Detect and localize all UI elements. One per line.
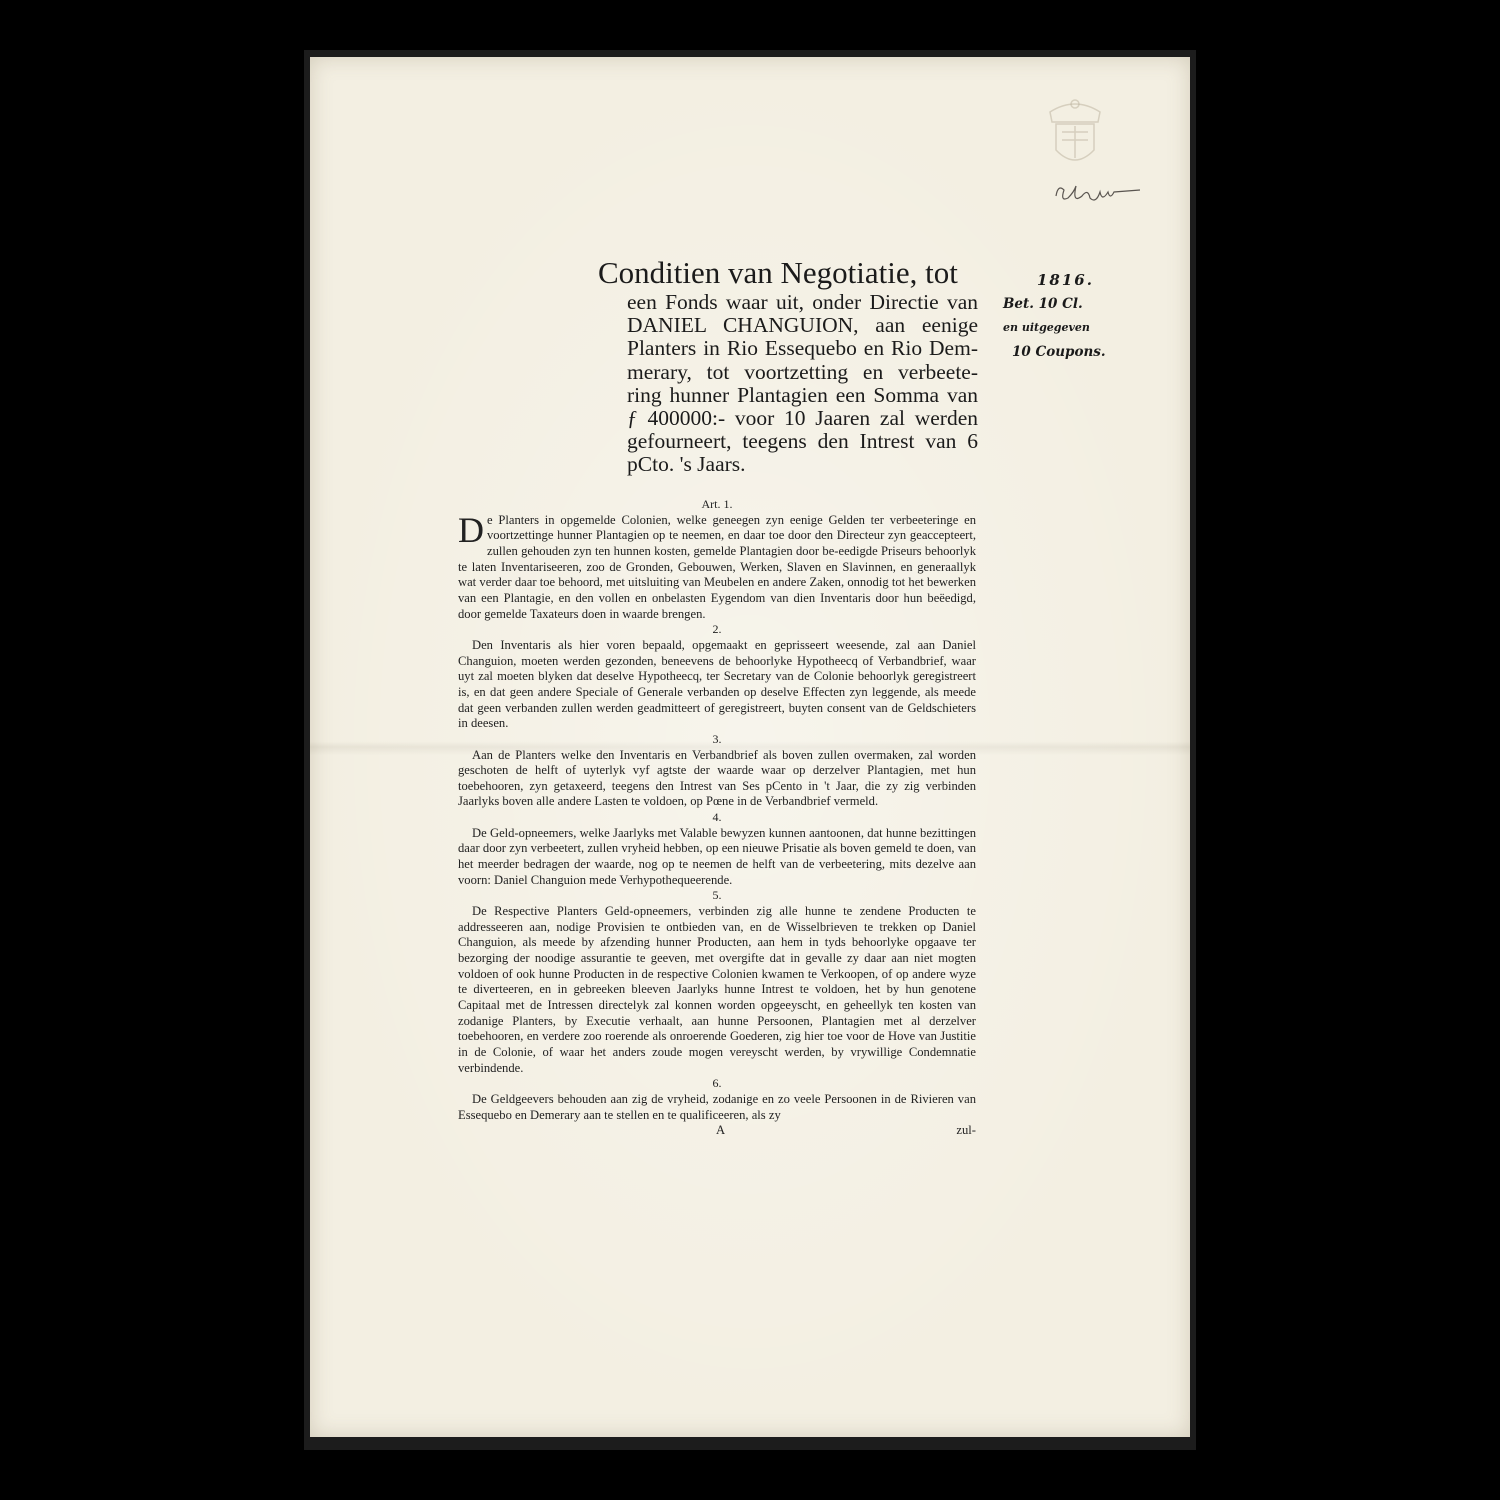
article-text: De Geld-opneemers, welke Jaarlyks met Valable bewyzen kunnen aantoonen, dat hunne bezittingen daar door zyn verbeetert, zullen vryheid hebben, op een nieuwe Prisatie als boven gemeld te doen, van het meerder bedragen der waarde, nog op te neemen de helft van de verbeetering, mits dezelve aan voorn: Daniel Changuion mede Verhypothequeerende.: [458, 825, 976, 887]
title-line: Planters in Rio Essequebo en Rio Dem-: [627, 336, 978, 361]
handwritten-margin-note: [1003, 268, 1128, 364]
title-line: DANIEL CHANGUION, aan eenige: [627, 313, 978, 338]
margin-note-line: 10 Coupons.: [1012, 344, 1106, 360]
embossed-seal-icon: [1032, 92, 1118, 178]
margin-note-line: en uitgegeven: [1003, 321, 1090, 334]
title-line: ring hunner Plantagien een Somma van: [627, 382, 978, 407]
article-number: 5.: [712, 888, 722, 903]
article-number: 4.: [712, 810, 722, 825]
title-continuation: [627, 291, 978, 477]
title-line: een Fonds waar uit, onder Directie van: [627, 290, 978, 314]
margin-note-line: 1816.: [1037, 271, 1094, 289]
document-title: [598, 255, 978, 477]
signature-mark: A: [716, 1123, 726, 1138]
article-text: Den Inventaris als hier voren bepaald, opgemaakt en geprisseert weesende, zal aan Daniel Changuion, moeten werden gezonden, beneevens de behoorlyke Hypotheecq of Verbandbrief, waar uyt zal moeten blyken dat deselve Hypotheecq, ter Secretary van de Colonie behoorlyk geregistreert is, en dat geen andere Speciale of Generale verbanden op deselve Effecten zyn leggende, als meede dat geen verbanden zullen werden geadmitteert of geregistreert, buyten consent van de Geldschieters in deesen.: [458, 637, 976, 731]
title-line: merary, tot voortzetting en verbeete-: [627, 359, 978, 384]
document-body: [458, 497, 976, 1138]
handwritten-initials: [1052, 178, 1142, 208]
article-number: Art. 1.: [701, 497, 733, 511]
margin-note-line: Bet. 10 Cl.: [1003, 296, 1083, 312]
title-line: ƒ 400000:- voor 10 Jaaren zal werden: [627, 406, 978, 431]
catchword: zul-: [956, 1123, 976, 1138]
article-text: De Geldgeevers behouden aan zig de vryheid, zodanige en zo veele Persoonen in de Rivieren van Essequebo en Demerary aan te stellen en te qualificeeren, als zy: [458, 1091, 976, 1122]
article-text-content: e Planters in opgemelde Colonien, welke geneegen zyn eenige Gelden ter verbeeteringe en voortzettinge hunner Plantagien op te neemen, en daar toe door den Directeur zyn geaccepteert, zullen gehouden zyn ten hunnen kosten, gemelde Plantagien door be-eedigde Priseurs behoorlyk te laten Inventariseeren, zoo de Gronden, Gebouwen, Werken, Slaven en Slavinnen, en generaallyk wat verder daar toe behoord, met uitsluiting van Meubelen en andere Zaken, onnodig tot het bewerken van een Plantagie, en den vollen en onbelasten Eygendom van dien Inventaris door hun beëedigd, door gemelde Taxateurs doen in waarde brengen.: [458, 512, 976, 621]
article-text: De Respective Planters Geld-opneemers, verbinden zig alle hunne te zendene Producten te addresseeren aan, nodige Provisien te ontbieden van, en de Wisselbrieven te trekken op Daniel Changuion, als meede by afzending hunner Producten, aan hem in tyds behoorlyke opgaave ter bezorging der noodige assurantie te geeven, met overgifte dat in gevalle zy daar aan niet mogten voldoen of ook hunne Producten in de respective Colonien kwamen te Verkoopen, of op andere wyze te diverteeren, en in gebreeken bleeven Jaarlyks hunne Intrest te voldoen, het by hun genotene Capitaal met de Intressen directelyk zal konnen worden opgeeyscht, en geheellyk ten kosten van zodanige Planters, by Executie verhaalt, aan hunne Persoonen, Plantagien met al derzelver toebehooren, en verdere zoo roerende als onroerende Goederen, zig hier toe voor de Hove van Justitie in de Colonie, of waar het anders zoude mogen vereyscht werden, by vrywillige Condemnatie verbindende.: [458, 904, 976, 1075]
article-text: Aan de Planters welke den Inventaris en Verbandbrief als boven zullen overmaken, zal worden geschoten de helft of uyterlyk vyf agtste der waarde waar op derzelver Plantagien, met hun toebehooren, zyn getaxeerd, teegens den Intrest van Ses pCento in 't Jaar, die zy zig verbinden Jaarlyks boven alle andere Lasten te voldoen, op Pœne in de Verbandbrief vermeld.: [458, 747, 976, 809]
drop-cap: D: [458, 509, 484, 550]
article-number: 6.: [712, 1076, 722, 1091]
page-footer: [458, 1123, 976, 1138]
title-line: gefourneert, teegens den Intrest van 6: [627, 429, 978, 454]
title-line-main: Conditien van Negotiatie, tot: [598, 255, 958, 290]
title-line: pCto. 's Jaars.: [627, 452, 746, 477]
article-number: 2.: [712, 622, 722, 637]
article-number: 3.: [712, 731, 722, 746]
article-text: [458, 509, 976, 623]
